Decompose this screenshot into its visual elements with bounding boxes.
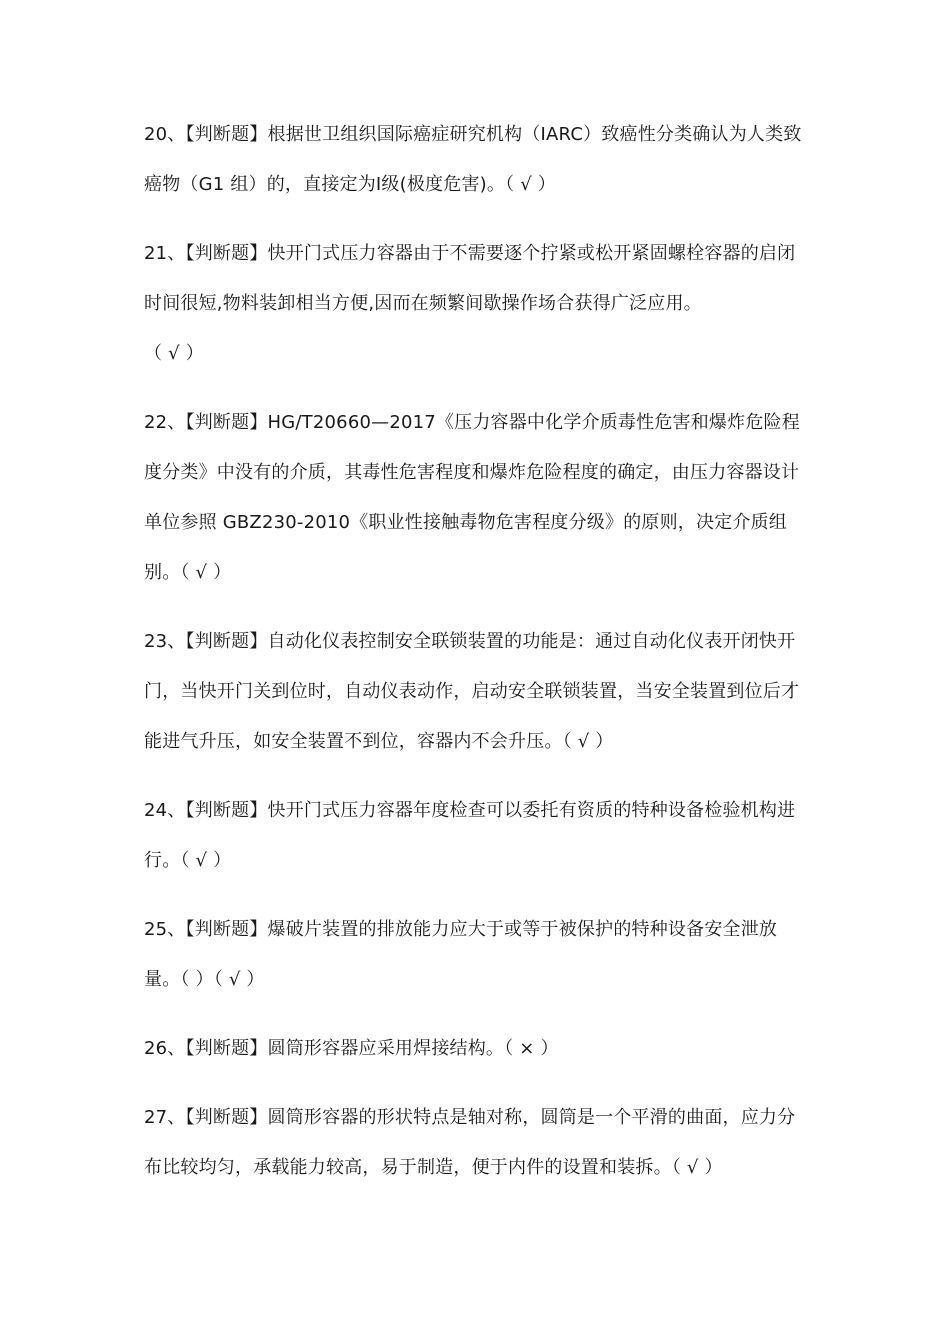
question-text: 快开门式压力容器由于不需要逐个拧紧或松开紧固螺栓容器的启闭时间很短,物料装卸相当方便,因而在频繁间歇操作场合获得广泛应用。 <box>144 243 796 314</box>
question-text: HG/T20660—2017《压力容器中化学介质毒性危害和爆炸危险程度分类》中没有的介质，其毒性危害程度和爆炸危险程度的确定，由压力容器设计单位参照 GBZ230-2010《职业性接触毒物危害程度分级》的原则，决定介质组别。（ √ ） <box>144 412 800 583</box>
question-21 <box>144 229 812 379</box>
question-26 <box>144 1024 812 1074</box>
question-number: 27、 <box>144 1107 186 1128</box>
question-22 <box>144 398 812 598</box>
question-25 <box>144 905 812 1005</box>
question-number: 23、 <box>144 631 186 652</box>
document-page <box>144 110 812 1193</box>
question-type-tag: 【判断题】 <box>185 919 268 940</box>
question-20 <box>144 110 812 210</box>
question-text: 自动化仪表控制安全联锁装置的功能是：通过自动化仪表开闭快开门，当快开门关到位时，自动仪表动作，启动安全联锁装置，当安全装置到位后才能进气升压，如安全装置不到位，容器内不会升压。（ √ ） <box>144 631 800 752</box>
question-24 <box>144 786 812 886</box>
question-number: 22、 <box>144 412 186 433</box>
question-number: 25、 <box>144 919 186 940</box>
question-text: 圆筒形容器的形状特点是轴对称，圆筒是一个平滑的曲面，应力分布比较均匀，承载能力较高，易于制造，便于内件的设置和装拆。（ √ ） <box>144 1107 796 1178</box>
question-type-tag: 【判断题】 <box>185 1038 268 1059</box>
question-number: 26、 <box>144 1038 186 1059</box>
question-text: 根据世卫组织国际癌症研究机构（IARC）致癌性分类确认为人类致癌物（G1 组）的，直接定为Ⅰ级(极度危害)。（ √ ） <box>144 124 802 195</box>
question-number: 20、 <box>144 124 186 145</box>
question-type-tag: 【判断题】 <box>185 124 268 145</box>
question-23 <box>144 617 812 767</box>
question-type-tag: 【判断题】 <box>185 412 268 433</box>
question-type-tag: 【判断题】 <box>185 800 268 821</box>
question-type-tag: 【判断题】 <box>185 631 268 652</box>
question-answer: （ √ ） <box>144 343 204 364</box>
question-number: 21、 <box>144 243 186 264</box>
question-text: 快开门式压力容器年度检查可以委托有资质的特种设备检验机构进行。（ √ ） <box>144 800 796 871</box>
question-text: 圆筒形容器应采用焊接结构。（ × ） <box>267 1038 559 1059</box>
question-number: 24、 <box>144 800 186 821</box>
question-type-tag: 【判断题】 <box>185 243 268 264</box>
question-type-tag: 【判断题】 <box>185 1107 268 1128</box>
question-text: 爆破片装置的排放能力应大于或等于被保护的特种设备安全泄放量。（ ）（ √ ） <box>144 919 778 990</box>
question-27 <box>144 1093 812 1193</box>
